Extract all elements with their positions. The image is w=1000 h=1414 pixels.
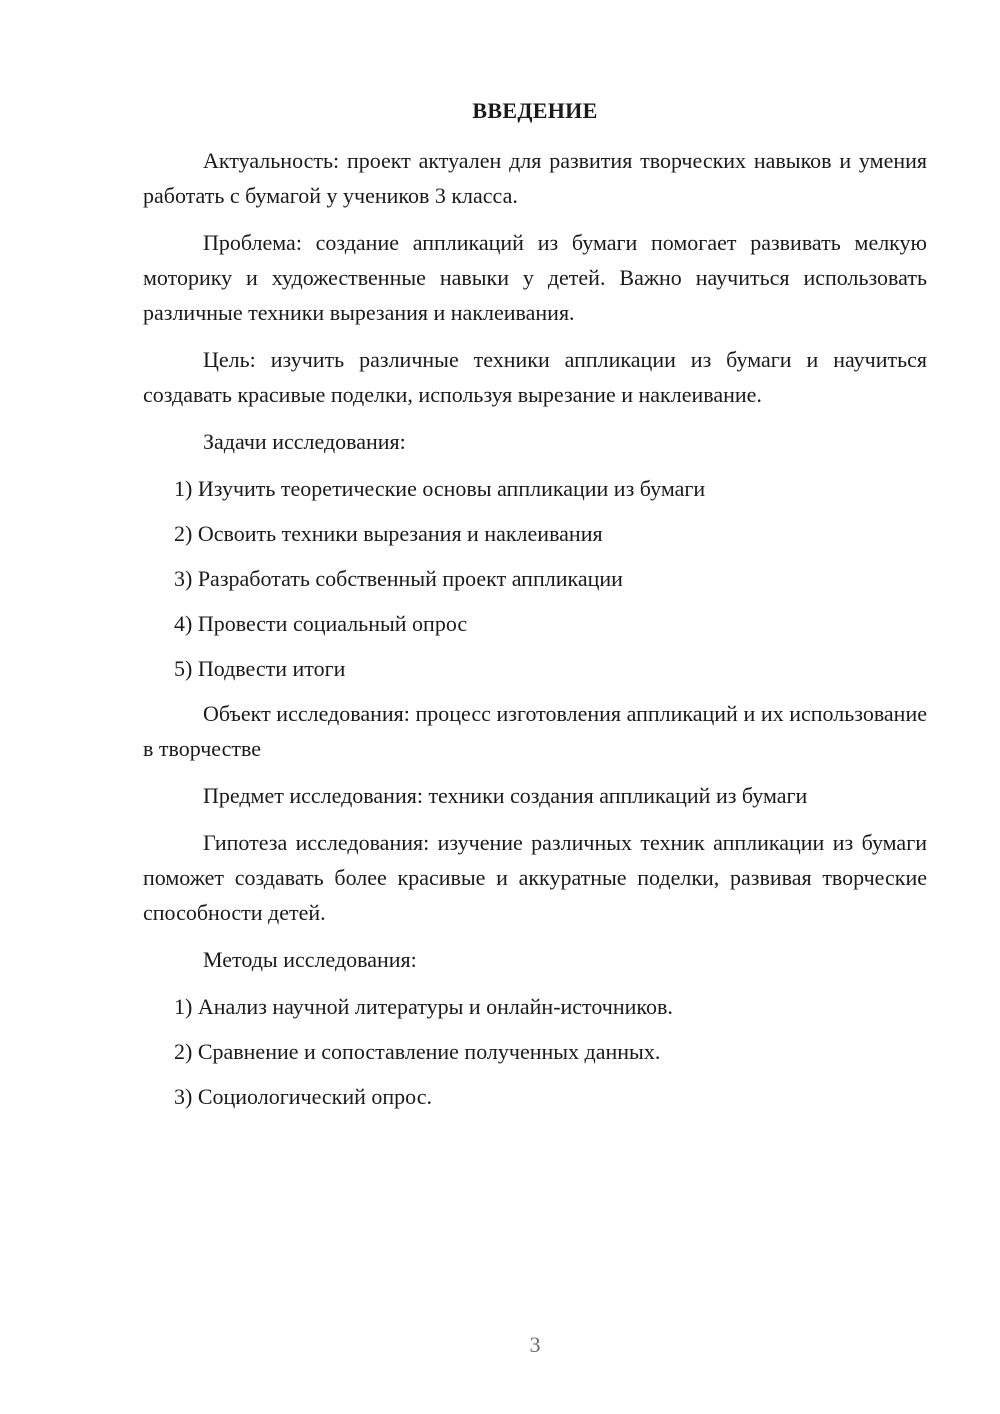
page-number: 3	[529, 1332, 541, 1357]
document-page	[143, 0, 927, 1414]
list-item-task-4: 4) Провести социальный опрос	[174, 611, 468, 636]
tasks-title: Задачи исследования:	[203, 429, 406, 454]
document-body	[143, 143, 927, 1124]
list-item-task-3: 3) Разработать собственный проект аппликации	[174, 566, 623, 591]
problem-paragraph: Проблема: создание аппликаций из бумаги помогает развивать мелкую моторику и художественные навыки у детей. Важно научиться использовать различные техники вырезания и наклеивания.	[143, 230, 927, 325]
list-item-task-5: 5) Подвести итоги	[174, 656, 346, 681]
list-item-method-1: 1) Анализ научной литературы и онлайн-источников.	[174, 994, 673, 1019]
list-item-task-2: 2) Освоить техники вырезания и наклеивания	[174, 521, 603, 546]
page-heading: ВВЕДЕНИЕ	[472, 98, 598, 123]
object-paragraph: Объект исследования: процесс изготовления аппликаций и их использование в творчестве	[143, 701, 927, 761]
hypothesis-paragraph: Гипотеза исследования: изучение различных техник аппликации из бумаги поможет создавать более красивые и аккуратные поделки, развивая творческие способности детей.	[143, 830, 927, 925]
list-item-method-2: 2) Сравнение и сопоставление полученных данных.	[174, 1039, 661, 1064]
goal-paragraph: Цель: изучить различные техники аппликации из бумаги и научиться создавать красивые поделки, используя вырезание и наклеивание.	[143, 347, 927, 407]
relevance-paragraph: Актуальность: проект актуален для развития творческих навыков и умения работать с бумагой у учеников 3 класса.	[143, 148, 927, 208]
tasks-list	[143, 471, 927, 686]
methods-title: Методы исследования:	[203, 947, 417, 972]
list-item-task-1: 1) Изучить теоретические основы аппликации из бумаги	[174, 476, 706, 501]
subject-paragraph: Предмет исследования: техники создания аппликаций из бумаги	[203, 783, 808, 808]
methods-list	[143, 989, 927, 1114]
list-item-method-3: 3) Социологический опрос.	[174, 1084, 432, 1109]
